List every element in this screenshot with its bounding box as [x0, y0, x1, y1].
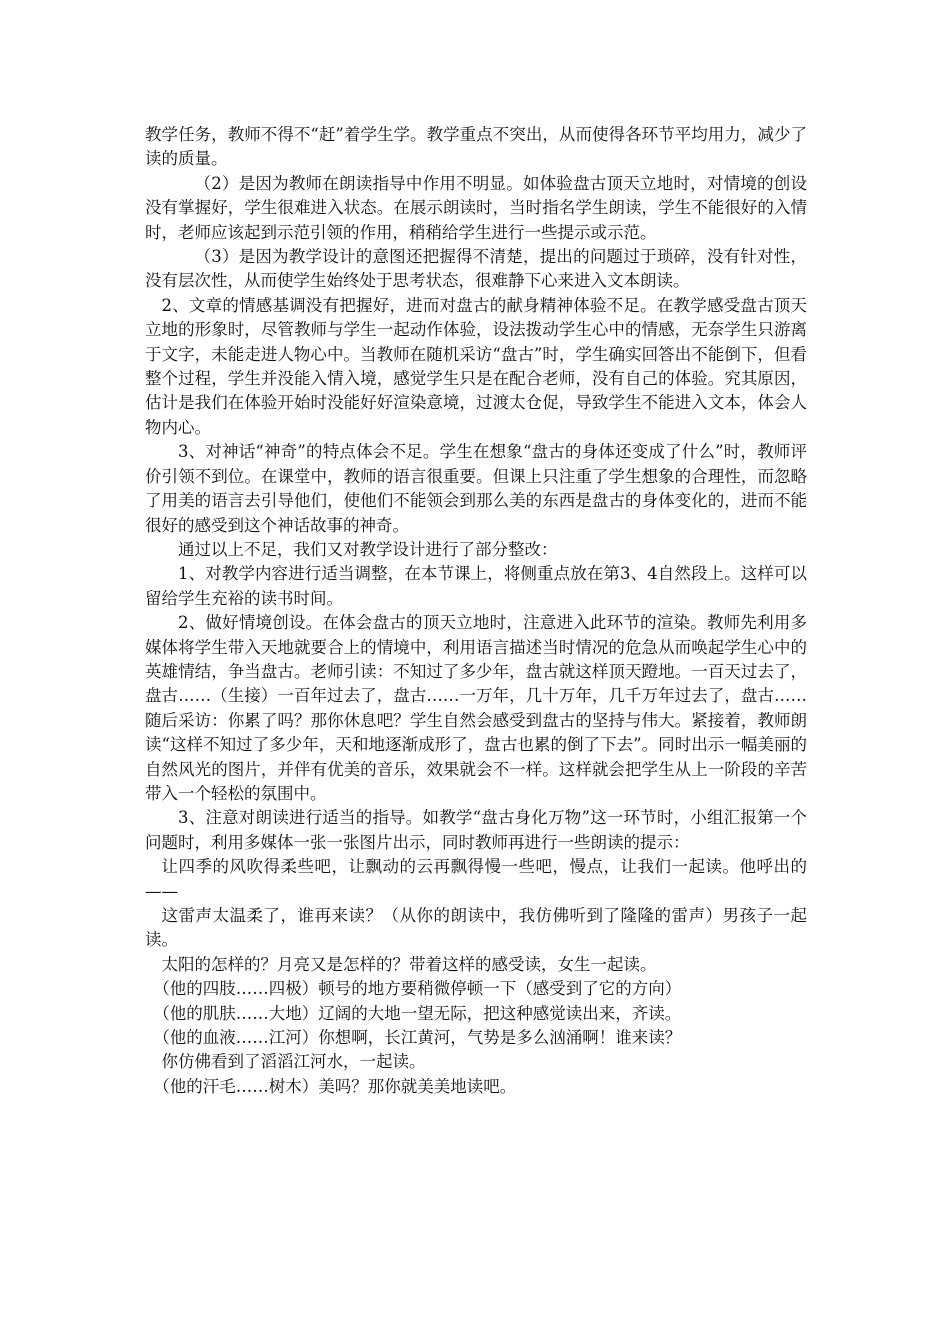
- paragraph-reading-prompt-8: （他的汗毛……树木）美吗？那你就美美地读吧。: [153, 1076, 517, 1096]
- paragraph-improvement-intro: 通过以上不足，我们又对教学设计进行了部分整改：: [178, 539, 558, 559]
- paragraph-reading-prompt-3: 太阳的怎样的？月亮又是怎样的？带着这样的感受读，女生一起读。: [161, 954, 657, 974]
- paragraph-reading-prompt-1: 让四季的风吹得柔些吧，让飘动的云再飘得慢一些吧，慢点，让我们一起读。他呼出的——: [145, 857, 807, 901]
- document-body: [145, 123, 807, 1099]
- paragraph-reading-prompt-6: （他的血液……江河）你想啊，长江黄河，气势是多么汹涌啊！谁来读？: [153, 1028, 682, 1048]
- paragraph-improvement-1: 1、对教学内容进行适当调整，在本节课上，将侧重点放在第3、4自然段上。这样可以留给学生充裕的读书时间。: [145, 564, 807, 608]
- paragraph-point-2: 2、文章的情感基调没有把握好，进而对盘古的献身精神体验不足。在教学感受盘古顶天立地的形象时，尽管教师与学生一起动作体验，设法拨动学生心中的情感，无奈学生只游离于文字，未能走进人物心中。当教师在随机采访“盘古”时，学生确实回答出不能倒下，但看整个过程，学生并没能入情入境，感觉学生只是在配合老师，没有自己的体验。究其原因，估计是我们在体验开始时没能好好渲染意境，过渡太仓促，导致学生不能进入文本，体会人物内心。: [145, 295, 807, 437]
- paragraph-reading-prompt-7: 你仿佛看到了滔滔江河水，一起读。: [161, 1052, 426, 1072]
- paragraph-reading-prompt-5: （他的肌肤……大地）辽阔的大地一望无际，把这种感觉读出来，齐读。: [153, 1003, 682, 1023]
- paragraph-reading-prompt-4: （他的四肢……四极）顿号的地方要稍微停顿一下（感受到了它的方向）: [153, 979, 682, 999]
- paragraph-reason-3: （3）是因为教学设计的意图还把握得不清楚，提出的问题过于琐碎，没有针对性，没有层次性，从而使学生始终处于思考状态，很难静下心来进入文本朗读。: [145, 247, 807, 291]
- paragraph-improvement-2: 2、做好情境创设。在体会盘古的顶天立地时，注意进入此环节的渲染。教师先利用多媒体将学生带入天地就要合上的情境中，利用语言描述当时情况的危急从而唤起学生心中的英雄情结，争当盘古。老师引读：不知过了多少年，盘古就这样顶天蹬地。一百天过去了，盘古……（生接）一百年过去了，盘古……一万年，几十万年，几千万年过去了，盘古……随后采访：你累了吗？那你休息吧？学生自然会感受到盘古的坚持与伟大。紧接着，教师朗读“这样不知过了多少年，天和地逐渐成形了，盘古也累的倒了下去”。同时出示一幅美丽的自然风光的图片，并伴有优美的音乐，效果就会不一样。这样就会把学生从上一阶段的辛苦带入一个轻松的氛围中。: [145, 613, 807, 803]
- paragraph-reading-prompt-2: 这雷声太温柔了，谁再来读？（从你的朗读中，我仿佛听到了隆隆的雷声）男孩子一起读。: [145, 906, 807, 950]
- paragraph-continuation: 教学任务，教师不得不“赶”着学生学。教学重点不突出，从而使得各环节平均用力，减少了读的质量。: [145, 125, 807, 169]
- paragraph-reason-2: （2）是因为教师在朗读指导中作用不明显。如体验盘古顶天立地时，对情境的创设没有掌握好，学生很难进入状态。在展示朗读时，当时指名学生朗读，学生不能很好的入情时，老师应该起到示范引领的作用，稍稍给学生进行一些提示或示范。: [145, 173, 807, 242]
- paragraph-point-3: 3、对神话“神奇”的特点体会不足。学生在想象“盘古的身体还变成了什么”时，教师评价引领不到位。在课堂中，教师的语言很重要。但课上只注重了学生想象的合理性，而忽略了用美的语言去引导他们，使他们不能领会到那么美的东西是盘古的身体变化的，进而不能很好的感受到这个神话故事的神奇。: [145, 442, 807, 535]
- paragraph-improvement-3: 3、注意对朗读进行适当的指导。如教学“盘古身化万物”这一环节时，小组汇报第一个问题时，利用多媒体一张一张图片出示，同时教师再进行一些朗读的提示：: [145, 808, 807, 852]
